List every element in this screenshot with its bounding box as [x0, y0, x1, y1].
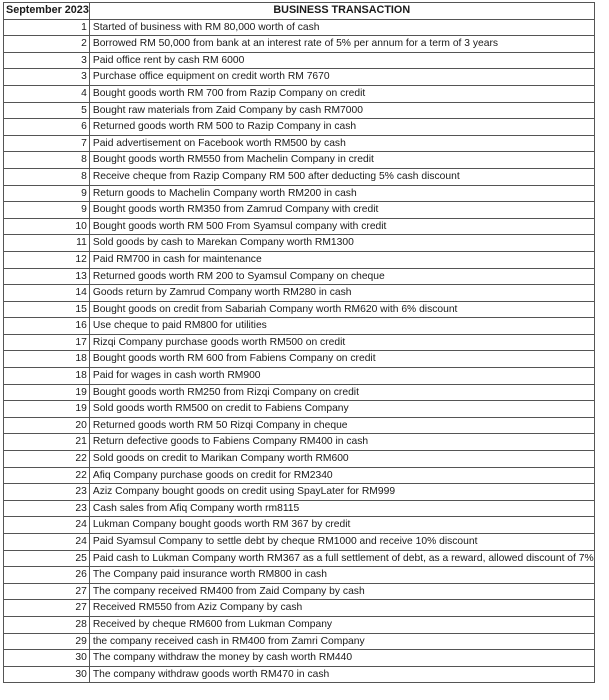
day-cell[interactable]: 10: [4, 218, 90, 235]
transaction-cell[interactable]: Borrowed RM 50,000 from bank at an interest rate of 5% per annum for a term of 3 years: [89, 36, 594, 53]
table-row: [4, 616, 595, 633]
transaction-cell[interactable]: Paid for wages in cash worth RM900: [89, 368, 594, 385]
table-row: [4, 268, 595, 285]
day-cell[interactable]: 21: [4, 434, 90, 451]
day-cell[interactable]: 9: [4, 202, 90, 219]
transaction-cell[interactable]: The company withdraw the money by cash worth RM440: [89, 650, 594, 667]
table-row: [4, 235, 595, 252]
table-row: [4, 152, 595, 169]
transaction-cell[interactable]: Rizqi Company purchase goods worth RM500 on credit: [89, 334, 594, 351]
table-row: [4, 102, 595, 119]
day-cell[interactable]: 20: [4, 417, 90, 434]
transaction-cell[interactable]: Paid cash to Lukman Company worth RM367 as a full settlement of debt, as a reward, allowed discount of 7%: [89, 550, 594, 567]
table-row: [4, 19, 595, 36]
table-row: [4, 517, 595, 534]
transaction-cell[interactable]: Bought goods worth RM 600 from Fabiens Company on credit: [89, 351, 594, 368]
table-row: [4, 168, 595, 185]
day-cell[interactable]: 19: [4, 384, 90, 401]
day-cell[interactable]: 30: [4, 666, 90, 683]
transaction-column-header[interactable]: BUSINESS TRANSACTION: [89, 3, 594, 20]
table-row: [4, 285, 595, 302]
transaction-cell[interactable]: Cash sales from Afiq Company worth rm8115: [89, 500, 594, 517]
day-cell[interactable]: 8: [4, 168, 90, 185]
transaction-cell[interactable]: Returned goods worth RM 500 to Razip Company in cash: [89, 119, 594, 136]
table-row: [4, 401, 595, 418]
transaction-cell[interactable]: Bought goods worth RM 700 from Razip Company on credit: [89, 85, 594, 102]
transaction-cell[interactable]: Purchase office equipment on credit worth RM 7670: [89, 69, 594, 86]
day-cell[interactable]: 16: [4, 318, 90, 335]
table-row: [4, 251, 595, 268]
transaction-cell[interactable]: the company received cash in RM400 from Zamri Company: [89, 633, 594, 650]
transaction-table: [3, 2, 595, 683]
transaction-cell[interactable]: Received RM550 from Aziz Company by cash: [89, 600, 594, 617]
transaction-cell[interactable]: The Company paid insurance worth RM800 in cash: [89, 567, 594, 584]
table-row: [4, 567, 595, 584]
day-cell[interactable]: 24: [4, 517, 90, 534]
transaction-cell[interactable]: Return defective goods to Fabiens Company RM400 in cash: [89, 434, 594, 451]
table-row: [4, 417, 595, 434]
transaction-cell[interactable]: Sold goods by cash to Marekan Company worth RM1300: [89, 235, 594, 252]
table-row: [4, 36, 595, 53]
table-row: [4, 318, 595, 335]
table-row: [4, 550, 595, 567]
transaction-cell[interactable]: Paid RM700 in cash for maintenance: [89, 251, 594, 268]
day-cell[interactable]: 11: [4, 235, 90, 252]
table-row: [4, 351, 595, 368]
transaction-cell[interactable]: Use cheque to paid RM800 for utilities: [89, 318, 594, 335]
day-cell[interactable]: 22: [4, 451, 90, 468]
transaction-cell[interactable]: Returned goods worth RM 200 to Syamsul Company on cheque: [89, 268, 594, 285]
transaction-cell[interactable]: Bought goods worth RM 500 From Syamsul company with credit: [89, 218, 594, 235]
day-cell[interactable]: 7: [4, 135, 90, 152]
day-cell[interactable]: 24: [4, 534, 90, 551]
table-row: [4, 583, 595, 600]
day-cell[interactable]: 13: [4, 268, 90, 285]
table-row: [4, 534, 595, 551]
day-cell[interactable]: 8: [4, 152, 90, 169]
transaction-cell[interactable]: Aziz Company bought goods on credit using SpayLater for RM999: [89, 484, 594, 501]
table-row: [4, 633, 595, 650]
day-cell[interactable]: 19: [4, 401, 90, 418]
day-cell[interactable]: 15: [4, 301, 90, 318]
day-cell[interactable]: 3: [4, 52, 90, 69]
transaction-cell[interactable]: Paid advertisement on Facebook worth RM500 by cash: [89, 135, 594, 152]
transaction-cell[interactable]: The company received RM400 from Zaid Company by cash: [89, 583, 594, 600]
transaction-cell[interactable]: Sold goods worth RM500 on credit to Fabiens Company: [89, 401, 594, 418]
day-cell[interactable]: 25: [4, 550, 90, 567]
day-cell[interactable]: 30: [4, 650, 90, 667]
transaction-cell[interactable]: Bought goods on credit from Sabariah Company worth RM620 with 6% discount: [89, 301, 594, 318]
day-cell[interactable]: 14: [4, 285, 90, 302]
day-cell[interactable]: 29: [4, 633, 90, 650]
day-cell[interactable]: 2: [4, 36, 90, 53]
day-cell[interactable]: 18: [4, 351, 90, 368]
transaction-cell[interactable]: Goods return by Zamrud Company worth RM280 in cash: [89, 285, 594, 302]
transaction-cell[interactable]: Bought goods worth RM550 from Machelin Company in credit: [89, 152, 594, 169]
table-row: [4, 500, 595, 517]
day-cell[interactable]: 1: [4, 19, 90, 36]
table-row: [4, 69, 595, 86]
date-column-header[interactable]: September 2023: [4, 3, 90, 20]
transaction-rows: [4, 19, 595, 683]
transaction-cell[interactable]: Received by cheque RM600 from Lukman Company: [89, 616, 594, 633]
day-cell[interactable]: 18: [4, 368, 90, 385]
day-cell[interactable]: 12: [4, 251, 90, 268]
transaction-cell[interactable]: Bought raw materials from Zaid Company by cash RM7000: [89, 102, 594, 119]
day-cell[interactable]: 5: [4, 102, 90, 119]
table-row: [4, 434, 595, 451]
day-cell[interactable]: 4: [4, 85, 90, 102]
transaction-cell[interactable]: Bought goods worth RM250 from Rizqi Company on credit: [89, 384, 594, 401]
table-row: [4, 202, 595, 219]
table-row: [4, 218, 595, 235]
table-row: [4, 666, 595, 683]
transaction-cell[interactable]: Paid Syamsul Company to settle debt by cheque RM1000 and receive 10% discount: [89, 534, 594, 551]
table-row: [4, 334, 595, 351]
day-cell[interactable]: 23: [4, 484, 90, 501]
table-row: [4, 368, 595, 385]
day-cell[interactable]: 17: [4, 334, 90, 351]
transaction-cell[interactable]: Sold goods on credit to Marikan Company worth RM600: [89, 451, 594, 468]
table-row: [4, 119, 595, 136]
transaction-cell[interactable]: Bought goods worth RM350 from Zamrud Company with credit: [89, 202, 594, 219]
table-row: [4, 185, 595, 202]
transaction-cell[interactable]: Paid office rent by cash RM 6000: [89, 52, 594, 69]
day-cell[interactable]: 27: [4, 583, 90, 600]
table-row: [4, 600, 595, 617]
day-cell[interactable]: 9: [4, 185, 90, 202]
header-row: [4, 3, 595, 20]
transaction-cell[interactable]: Receive cheque from Razip Company RM 500 after deducting 5% cash discount: [89, 168, 594, 185]
table-row: [4, 384, 595, 401]
day-cell[interactable]: 28: [4, 616, 90, 633]
table-row: [4, 650, 595, 667]
table-row: [4, 52, 595, 69]
transaction-cell[interactable]: The company withdraw goods worth RM470 in cash: [89, 666, 594, 683]
table-row: [4, 85, 595, 102]
table-row: [4, 301, 595, 318]
transaction-cell[interactable]: Lukman Company bought goods worth RM 367 by credit: [89, 517, 594, 534]
day-cell[interactable]: 27: [4, 600, 90, 617]
transaction-cell[interactable]: Afiq Company purchase goods on credit for RM2340: [89, 467, 594, 484]
table-row: [4, 467, 595, 484]
transaction-cell[interactable]: Return goods to Machelin Company worth RM200 in cash: [89, 185, 594, 202]
table-row: [4, 135, 595, 152]
transaction-cell[interactable]: Returned goods worth RM 50 Rizqi Company in cheque: [89, 417, 594, 434]
day-cell[interactable]: 26: [4, 567, 90, 584]
day-cell[interactable]: 3: [4, 69, 90, 86]
transaction-cell[interactable]: Started of business with RM 80,000 worth of cash: [89, 19, 594, 36]
day-cell[interactable]: 23: [4, 500, 90, 517]
day-cell[interactable]: 6: [4, 119, 90, 136]
day-cell[interactable]: 22: [4, 467, 90, 484]
transaction-sheet: [3, 2, 595, 683]
table-row: [4, 484, 595, 501]
table-row: [4, 451, 595, 468]
